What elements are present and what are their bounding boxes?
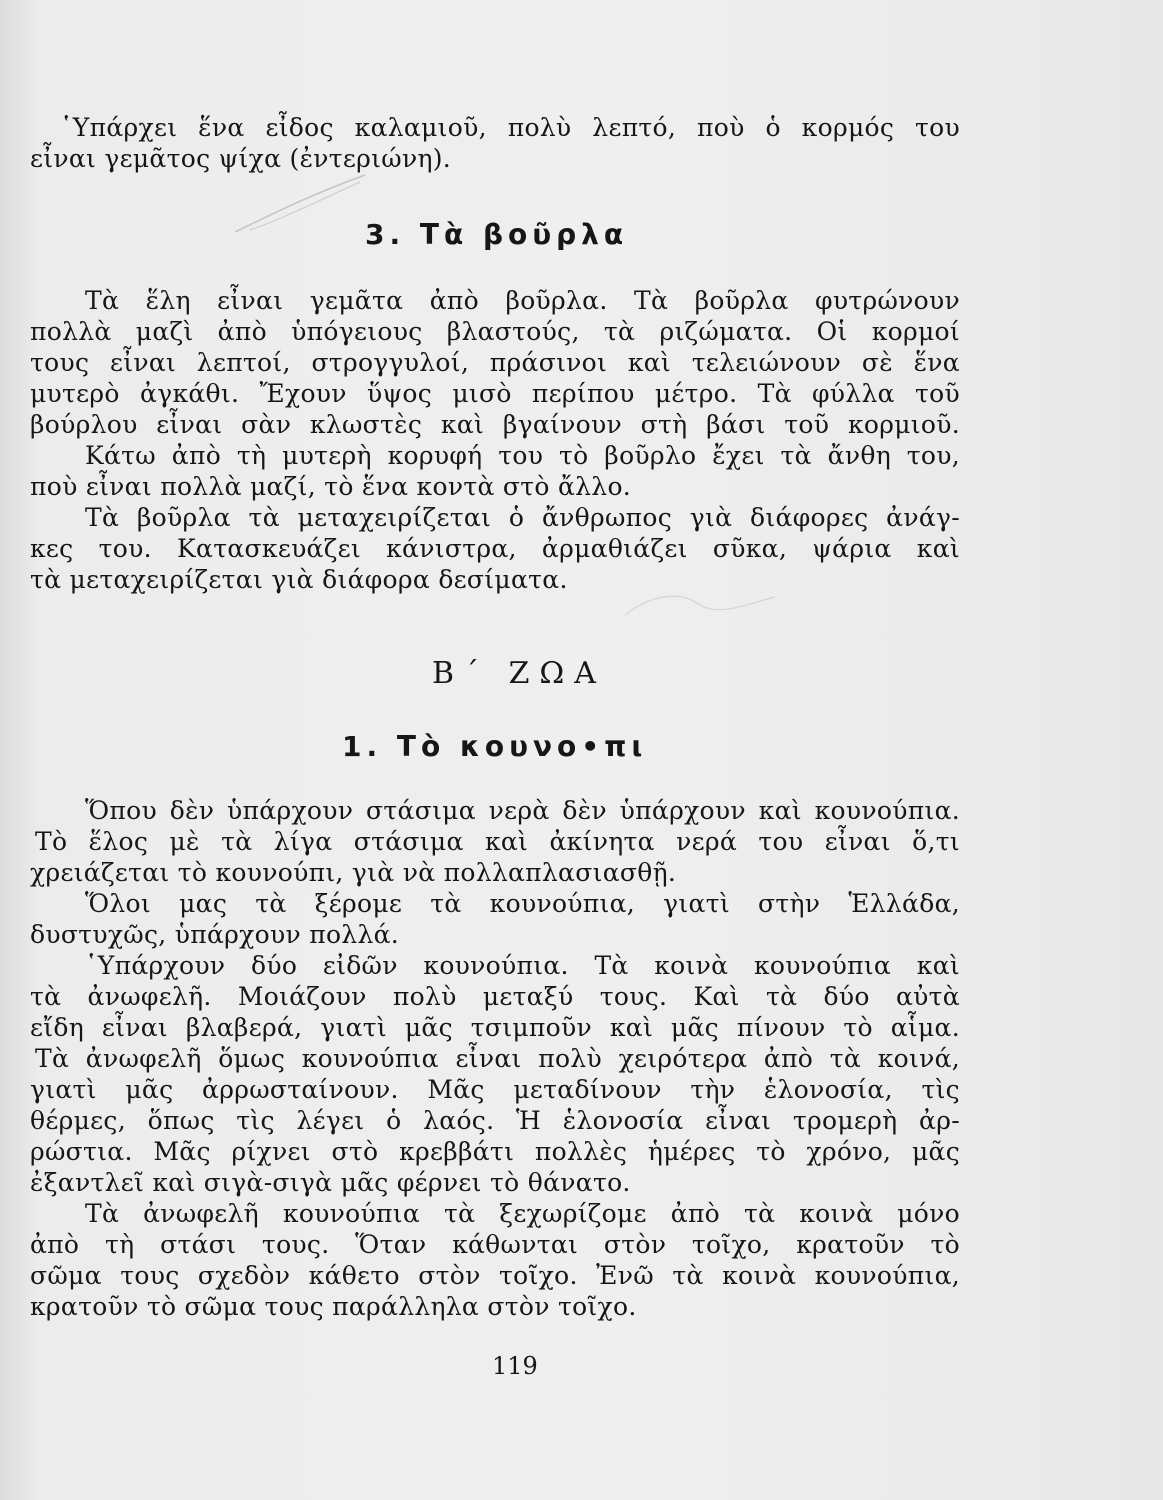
- text-line: ρώστια. Μᾶς ρίχνει στὸ κρεββάτι πολλὲς ἡμέρες τὸ χρόνο, μᾶς: [30, 1137, 960, 1166]
- text-line: Τὸ ἕλος μὲ τὰ λίγα στάσιμα καὶ ἀκίνητα νερά του εἶναι ὅ,τι: [35, 827, 960, 856]
- intro-paragraph: [30, 112, 960, 174]
- text-line: Κάτω ἀπὸ τὴ μυτερὴ κορυφή του τὸ βοῦρλο ἔχει τὰ ἄνθη του,: [85, 441, 960, 470]
- text-line: βούρλου εἶναι σὰν κλωστὲς καὶ βγαίνουν στὴ βάσι τοῦ κορμιοῦ.: [30, 410, 960, 439]
- text-line: πολλὰ μαζὶ ἀπὸ ὑπόγειους βλαστούς, τὰ ριζώματα. Οἱ κορμοί: [30, 317, 960, 346]
- text-line: κρατοῦν τὸ σῶμα τους παράλληλα στὸν τοῖχο.: [30, 1292, 637, 1321]
- text-line: Ὅπου δὲν ὑπάρχουν στάσιμα νερὰ δὲν ὑπάρχουν καὶ κουνούπια.: [85, 796, 960, 825]
- page-number: 119: [492, 1352, 538, 1380]
- text-line: μυτερὸ ἀγκάθι. Ἔχουν ὕψος μισὸ περίπου μέτρο. Τὰ φύλλα τοῦ: [30, 379, 960, 408]
- text-line: Τὰ ἀνωφελῆ ὅμως κουνούπια εἶναι πολὺ χειρότερα ἀπὸ τὰ κοινά,: [35, 1044, 960, 1073]
- section-heading-reeds: 3. Τὰ βοῦρλα: [365, 218, 629, 251]
- text-line: Ὅλοι μας τὰ ξέρομε τὰ κουνούπια, γιατὶ στὴν Ἑλλάδα,: [85, 889, 960, 918]
- text-line: κες του. Κατασκευάζει κάνιστρα, ἀρμαθιάζει σῦκα, ψάρια καὶ: [30, 534, 960, 563]
- text-line: ῾Υπάρχουν δύο εἰδῶν κουνούπια. Τὰ κοινὰ κουνούπια καὶ: [85, 951, 960, 980]
- pencil-scribble: [230, 170, 370, 240]
- text-line: ἐξαντλεῖ καὶ σιγὰ-σιγὰ μᾶς φέρνει τὸ θάνατο.: [30, 1168, 631, 1197]
- text-line: τους εἶναι λεπτοί, στρογγυλοί, πράσινοι καὶ τελειώνουν σὲ ἕνα: [30, 348, 960, 377]
- text-line: τὰ μεταχειρίζεται γιὰ διάφορα δεσίματα.: [30, 565, 568, 594]
- text-line: χρειάζεται τὸ κουνούπι, γιὰ νὰ πολλαπλασιασθῇ.: [30, 858, 677, 887]
- section-heading-mosquito: 1. Τὸ κουνο•πι: [342, 730, 648, 763]
- text-line: δυστυχῶς, ὑπάρχουν πολλά.: [30, 920, 400, 949]
- reeds-body: [30, 285, 960, 595]
- mosquito-body: [30, 795, 960, 1322]
- text-line: ἀπὸ τὴ στάσι τους. Ὅταν κάθωνται στὸν τοῖχο, κρατοῦν τὸ: [30, 1230, 960, 1259]
- text-line: Τὰ ἕλη εἶναι γεμᾶτα ἀπὸ βοῦρλα. Τὰ βοῦρλα φυτρώνουν: [85, 286, 960, 315]
- text-line: θέρμες, ὅπως τὶς λέγει ὁ λαός. Ἡ ἑλονοσία εἶναι τρομερὴ ἀρ-: [30, 1106, 960, 1135]
- text-line: Τὰ ἀνωφελῆ κουνούπια τὰ ξεχωρίζομε ἀπὸ τὰ κοινὰ μόνο: [85, 1199, 960, 1228]
- text-line: εἶναι γεμᾶτος ψίχα (ἐντεριώνη).: [30, 144, 452, 173]
- text-line: εἴδη εἶναι βλαβερά, γιατὶ μᾶς τσιμποῦν καὶ μᾶς πίνουν τὸ αἷμα.: [30, 1013, 960, 1042]
- text-line: τὰ ἀνωφελῆ. Μοιάζουν πολὺ μεταξύ τους. Καὶ τὰ δύο αὐτὰ: [30, 982, 960, 1011]
- text-line: σῶμα τους σχεδὸν κάθετο στὸν τοῖχο. Ἐνῶ τὰ κοινὰ κουνούπια,: [30, 1261, 960, 1290]
- text-line: ῾Υπάρχει ἕνα εἶδος καλαμιοῦ, πολὺ λεπτό, ποὺ ὁ κορμός του: [60, 113, 960, 142]
- part-title: Β΄ ΖΩΑ: [432, 656, 606, 691]
- text-line: γιατὶ μᾶς ἀρρωσταίνουν. Μᾶς μεταδίνουν τὴν ἑλονοσία, τὶς: [30, 1075, 960, 1104]
- text-line: Τὰ βοῦρλα τὰ μεταχειρίζεται ὁ ἄνθρωπος γιὰ διάφορες ἀνάγ-: [85, 503, 960, 532]
- text-line: ποὺ εἶναι πολλὰ μαζί, τὸ ἕνα κοντὰ στὸ ἄλλο.: [30, 472, 632, 501]
